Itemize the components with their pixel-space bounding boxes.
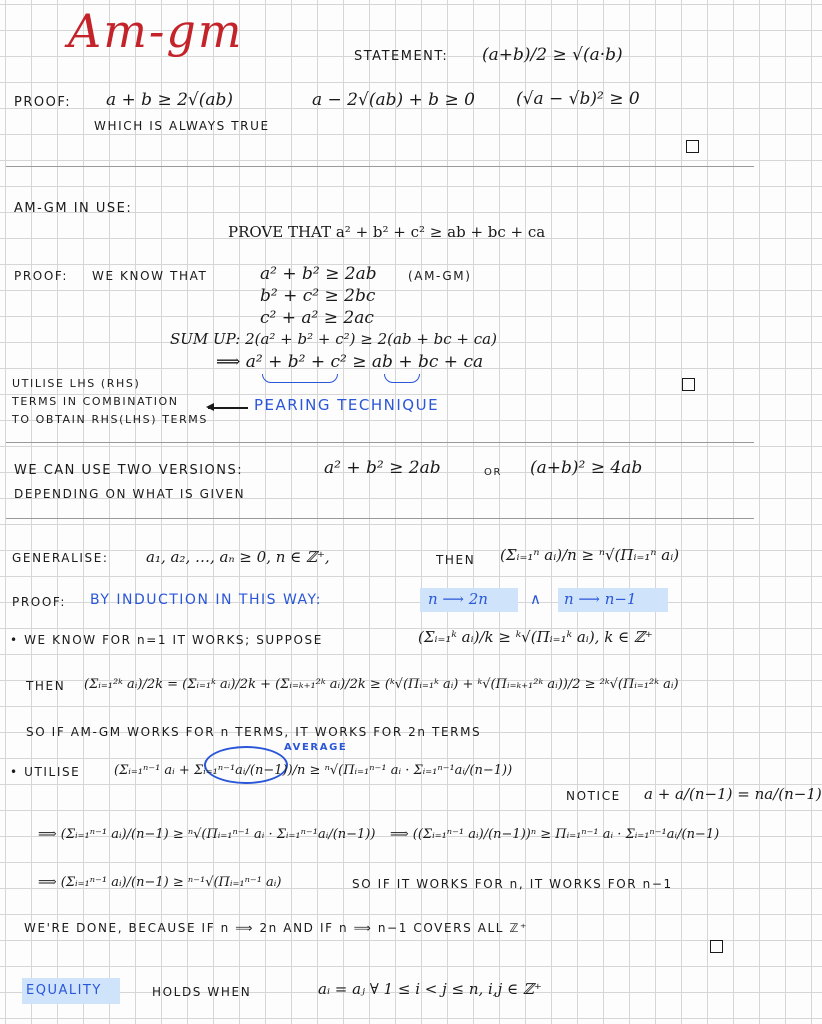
proof-step-2: a − 2√(ab) + b ≥ 0 bbox=[312, 90, 475, 110]
or-word: OR bbox=[484, 467, 503, 478]
proof-step-3: (√a − √b)² ≥ 0 bbox=[516, 89, 640, 109]
statement-label: STATEMENT: bbox=[354, 49, 449, 64]
version-2: (a+b)² ≥ 4ab bbox=[530, 458, 643, 478]
page-title: Am-gm bbox=[68, 4, 244, 58]
so-if-n-minus-1: SO IF IT WORKS FOR n, IT WORKS FOR n−1 bbox=[352, 877, 673, 891]
we-know-that: WE KNOW THAT bbox=[92, 269, 208, 283]
suppose-formula: (Σᵢ₌₁ᵏ aᵢ)/k ≥ ᵏ√(Πᵢ₌₁ᵏ aᵢ), k ∈ ℤ⁺ bbox=[418, 628, 653, 646]
generalise-conditions: a₁, a₂, …, aₙ ≥ 0, n ∈ ℤ⁺, bbox=[146, 548, 330, 566]
then-label: THEN bbox=[26, 679, 66, 693]
so-if-2n: SO IF AM-GM WORKS FOR n TERMS, IT WORKS FOR 2n TERMS bbox=[26, 725, 482, 739]
generalise-label: GENERALISE: bbox=[12, 551, 109, 565]
holds-when: HOLDS WHEN bbox=[152, 985, 252, 999]
rhs-pairing-brace bbox=[384, 374, 420, 383]
bullet-utilise: • UTILISE bbox=[10, 765, 81, 779]
section-divider-2 bbox=[6, 442, 754, 443]
prove-statement: PROVE THAT a² + b² + c² ≥ ab + bc + ca bbox=[228, 223, 546, 241]
average-label: AVERAGE bbox=[284, 742, 348, 753]
then-formula: (Σᵢ₌₁²ᵏ aᵢ)/2k = (Σᵢ₌₁ᵏ aᵢ)/2k + (Σᵢ₌ₖ₊₁²ᵏ aᵢ)/2k ≥ (ᵏ√(Πᵢ₌₁ᵏ aᵢ) + ᵏ√(Πᵢ₌ₖ₊₁²ᵏ aᵢ))/2 ≥ ²ᵏ√(Πᵢ₌₁²ᵏ aᵢ) bbox=[84, 677, 679, 692]
statement-formula: (a+b)/2 ≥ √(a·b) bbox=[482, 45, 623, 65]
section-divider-1 bbox=[6, 166, 754, 167]
bullet-we-know: • WE KNOW FOR n=1 IT WORKS; SUPPOSE bbox=[10, 633, 323, 647]
then-word: THEN bbox=[436, 553, 476, 567]
result-line: ⟹ a² + b² + c² ≥ ab + bc + ca bbox=[216, 352, 484, 372]
section-divider-3 bbox=[6, 518, 754, 519]
notice-label: NOTICE bbox=[566, 789, 621, 803]
notice-formula: a + a/(n−1) = na/(n−1) bbox=[644, 785, 822, 803]
induction-step-2: n ⟶ n−1 bbox=[564, 590, 637, 608]
utilise-line-1: UTILISE LHS (RHS) bbox=[12, 377, 141, 390]
proof-label: PROOF: bbox=[14, 95, 72, 110]
two-versions-line-1: WE CAN USE TWO VERSIONS: bbox=[14, 463, 244, 478]
equality-word: EQUALITY bbox=[26, 983, 102, 998]
sum-up-line: SUM UP: 2(a² + b² + c²) ≥ 2(ab + bc + ca) bbox=[170, 330, 497, 348]
proof-label-2: PROOF: bbox=[14, 269, 69, 283]
qed-box-2 bbox=[682, 378, 695, 391]
amgm-line-2: b² + c² ≥ 2bc bbox=[260, 286, 376, 306]
amgm-line-3: c² + a² ≥ 2ac bbox=[260, 308, 374, 328]
implication-2: ⟹ ((Σᵢ₌₁ⁿ⁻¹ aᵢ)/(n−1))ⁿ ≥ Πᵢ₌₁ⁿ⁻¹ aᵢ · Σᵢ₌₁ⁿ⁻¹aᵢ/(n−1) bbox=[390, 827, 720, 842]
by-induction: BY INDUCTION IN THIS WAY: bbox=[90, 592, 322, 608]
qed-box-1 bbox=[686, 140, 699, 153]
proof-note: WHICH IS ALWAYS TRUE bbox=[94, 119, 270, 133]
qed-box-3 bbox=[710, 940, 723, 953]
section-heading-am-gm-in-use: AM-GM IN USE: bbox=[14, 201, 133, 216]
utilise-formula: (Σᵢ₌₁ⁿ⁻¹ aᵢ + Σᵢ₌₁ⁿ⁻¹aᵢ/(n−1))/n ≥ ⁿ√(Πᵢ₌₁ⁿ⁻¹ aᵢ · Σᵢ₌₁ⁿ⁻¹aᵢ/(n−1)) bbox=[114, 763, 513, 778]
induction-and: ∧ bbox=[530, 590, 541, 608]
version-1: a² + b² ≥ 2ab bbox=[324, 458, 441, 478]
implication-1: ⟹ (Σᵢ₌₁ⁿ⁻¹ aᵢ)/(n−1) ≥ ⁿ√(Πᵢ₌₁ⁿ⁻¹ aᵢ · Σᵢ₌₁ⁿ⁻¹aᵢ/(n−1)) bbox=[38, 827, 376, 842]
amgm-line-1: a² + b² ≥ 2ab bbox=[260, 264, 377, 284]
utilise-line-2: TERMS IN COMBINATION bbox=[12, 395, 179, 408]
general-inequality: (Σᵢ₌₁ⁿ aᵢ)/n ≥ ⁿ√(Πᵢ₌₁ⁿ aᵢ) bbox=[500, 546, 680, 564]
proof-step-1: a + b ≥ 2√(ab) bbox=[106, 90, 234, 110]
utilise-line-3: TO OBTAIN RHS(LHS) TERMS bbox=[12, 413, 208, 426]
proof-label-3: PROOF: bbox=[12, 595, 67, 609]
equality-condition: aᵢ = aⱼ ∀ 1 ≤ i < j ≤ n, i,j ∈ ℤ⁺ bbox=[318, 980, 542, 998]
two-versions-line-2: DEPENDING ON WHAT IS GIVEN bbox=[14, 487, 246, 501]
amgm-tag: (AM-GM) bbox=[408, 269, 472, 283]
induction-step-1: n ⟶ 2n bbox=[428, 590, 488, 608]
pearing-technique: PEARING TECHNIQUE bbox=[254, 396, 440, 414]
done-line: WE'RE DONE, BECAUSE IF n ⟹ 2n AND IF n ⟹ n−1 COVERS ALL ℤ⁺ bbox=[24, 921, 528, 935]
left-arrow bbox=[208, 407, 248, 409]
lhs-pairing-brace bbox=[262, 374, 338, 383]
implication-3: ⟹ (Σᵢ₌₁ⁿ⁻¹ aᵢ)/(n−1) ≥ ⁿ⁻¹√(Πᵢ₌₁ⁿ⁻¹ aᵢ) bbox=[38, 875, 282, 890]
